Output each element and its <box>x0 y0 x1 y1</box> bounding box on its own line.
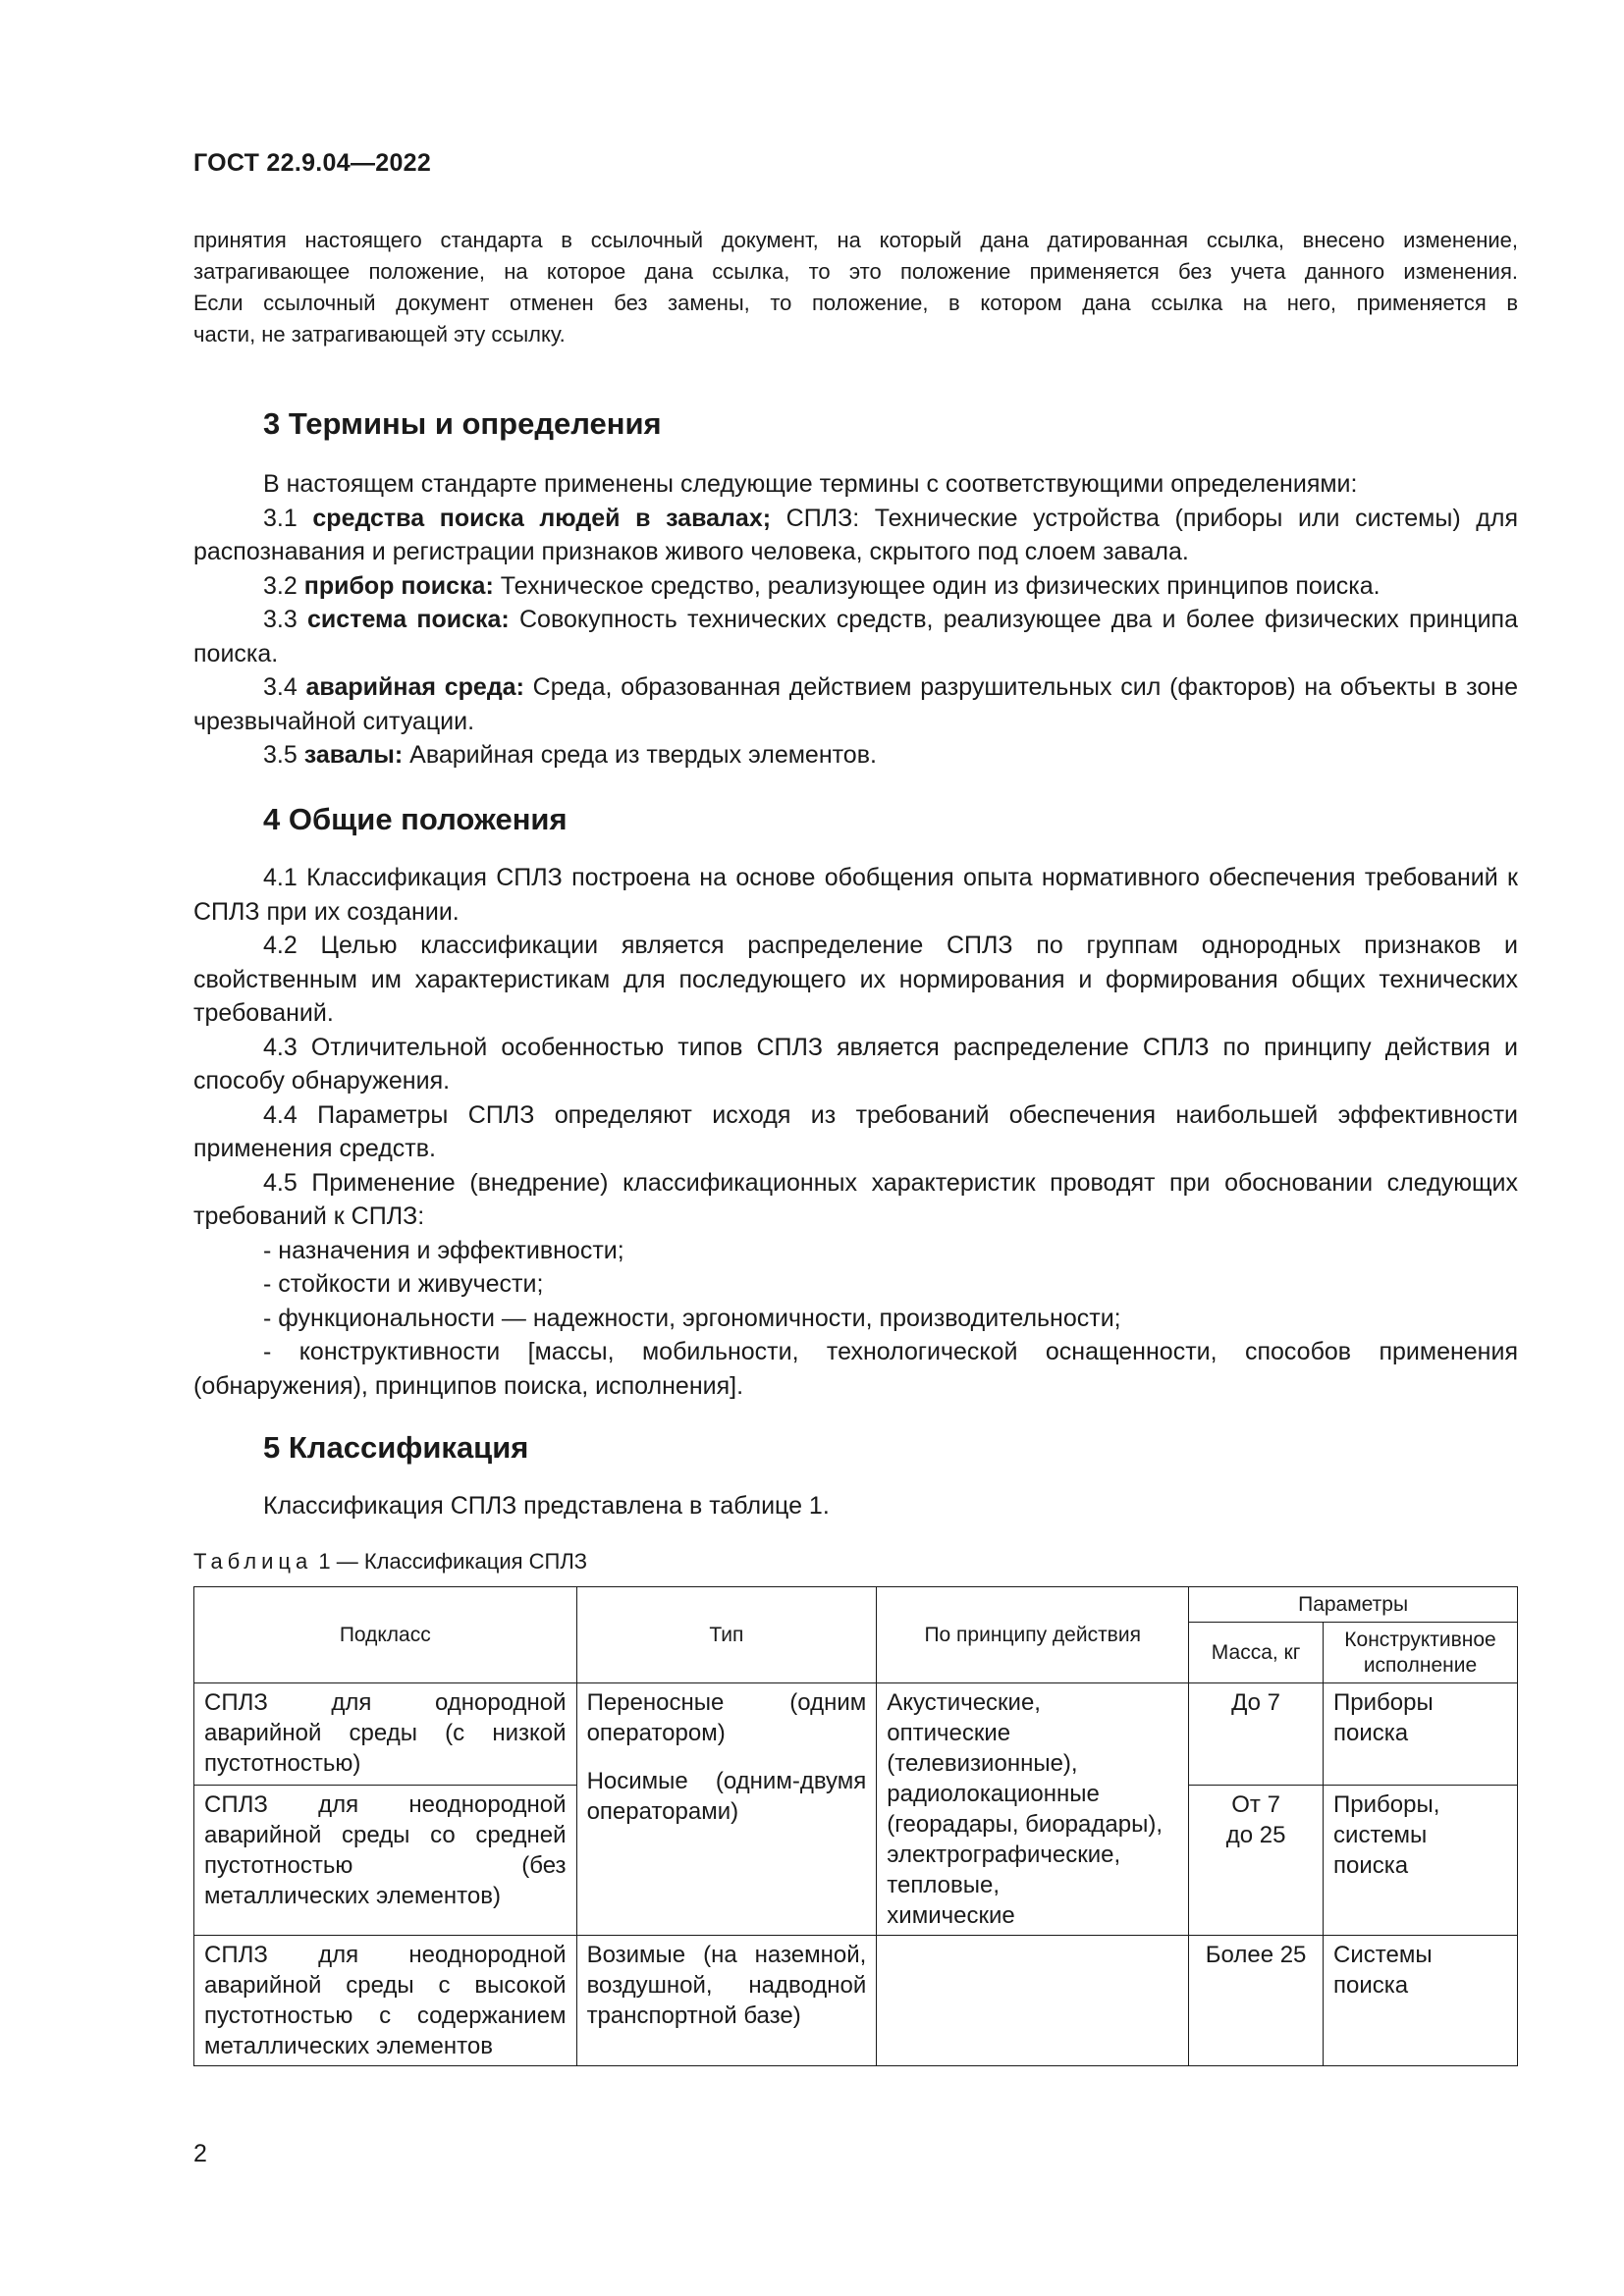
clause-4-2: 4.2 Целью классификации является распределение СПЛЗ по группам однородных признаков и свойственным им характеристикам для последующего их нормирования и формирования общих технических требований. <box>193 932 1518 1027</box>
term-name: прибор поиска: <box>303 571 494 600</box>
section-3-title: 3 Термины и определения <box>263 406 662 441</box>
principle-line: Акустические, <box>887 1689 1041 1716</box>
principle-line: химические <box>887 1902 1015 1929</box>
type-wearable: Носимые (одним-двумя операторами) <box>586 1768 867 1825</box>
type-gap <box>587 1748 867 1766</box>
section-4-body <box>193 861 1518 1403</box>
header-subclass: Подкласс <box>194 1587 577 1683</box>
table-caption-word: Таблица <box>193 1549 313 1574</box>
section-4-title: 4 Общие положения <box>263 802 568 836</box>
clause-4-5: 4.5 Применение (внедрение) классификационных характеристик проводят при обосновании следующих требований к СПЛЗ: <box>193 1168 1518 1230</box>
intro-line: затрагивающее положение, на которое дана ссылка, то это положение применяется без учета данного изменения. <box>193 259 1518 284</box>
term-name: аварийная среда: <box>305 673 524 701</box>
section-3-lead: В настоящем стандарте применены следующие термины с соответствующими определениями: <box>263 470 1358 498</box>
table-caption-title: 1 — Классификация СПЛЗ <box>312 1549 588 1574</box>
section-5-lead: Классификация СПЛЗ представлена в таблице 1. <box>263 1492 830 1520</box>
section-5-title: 5 Классификация <box>263 1430 529 1465</box>
list-item: - стойкости и живучести; <box>263 1270 544 1298</box>
header-design: Конструктивное исполнение <box>1324 1623 1518 1683</box>
table-row <box>194 1683 1518 1786</box>
cell-type-merged <box>576 1683 877 1936</box>
header-principle: По принципу действия <box>877 1587 1189 1683</box>
term-3-5: 3.5 завалы: Аварийная среда из твердых элементов. <box>263 741 877 769</box>
section-5-body <box>193 1489 1518 1523</box>
clause-4-1: 4.1 Классификация СПЛЗ построена на основе обобщения опыта нормативного обеспечения требований к СПЛЗ при их создании. <box>193 864 1518 926</box>
term-name: завалы: <box>303 741 404 769</box>
cell-type: Возимые (на наземной, воздушной, надводной транспортной базе) <box>576 1936 877 2066</box>
clause-4-4: 4.4 Параметры СПЛЗ определяют исходя из требований обеспечения наибольшей эффективности применения средств. <box>193 1100 1518 1162</box>
mass-line: до 25 <box>1225 1822 1286 1849</box>
cell-subclass: СПЛЗ для неоднородной аварийной среды со средней пустотностью (без металлических элементов) <box>194 1786 577 1936</box>
cell-design: Приборы, системы поиска <box>1324 1786 1518 1936</box>
term-3-3: 3.3 система поиска: Совокупность технических средств, реализующее два и более физических принципа поиска. <box>193 606 1518 667</box>
cell-design: Системы поиска <box>1324 1936 1518 2066</box>
term-name: средства поиска людей в завалах; <box>312 504 772 532</box>
header-type: Тип <box>576 1587 877 1683</box>
list-item: - функциональности — надежности, эргономичности, производительности; <box>263 1304 1121 1332</box>
cell-subclass: СПЛЗ для однородной аварийной среды (с низкой пустотностью) <box>194 1683 577 1786</box>
classification-table <box>193 1586 1518 2066</box>
cell-subclass: СПЛЗ для неоднородной аварийной среды с высокой пустотностью с содержанием металлических элементов <box>194 1936 577 2066</box>
intro-line: принятия настоящего стандарта в ссылочный документ, на который дана датированная ссылка, внесено изменение, <box>193 228 1518 252</box>
mass-line: От 7 <box>1231 1791 1280 1819</box>
header-params: Параметры <box>1189 1587 1518 1623</box>
table-row <box>194 1936 1518 2066</box>
list-item: - назначения и эффективности; <box>263 1236 624 1264</box>
principle-line: тепловые, <box>887 1872 1000 1898</box>
principle-line: оптические (телевизионные), <box>887 1720 1078 1777</box>
cell-principle <box>877 1936 1189 2066</box>
cell-principle-merged <box>877 1683 1189 1936</box>
cell-mass: Более 25 <box>1189 1936 1324 2066</box>
intro-paragraph <box>193 225 1518 350</box>
term-3-4: 3.4 аварийная среда: Среда, образованная действием разрушительных сил (факторов) на объекты в зоне чрезвычайной ситуации. <box>193 673 1518 735</box>
principle-line: радиолокационные (георадары, биорадары), <box>887 1781 1163 1838</box>
intro-line: части, не затрагивающей эту ссылку. <box>193 322 566 347</box>
term-3-2: 3.2 прибор поиска: Техническое средство, реализующее один из физических принципов поиска. <box>263 571 1380 600</box>
table-caption <box>193 1549 587 1575</box>
type-portable: Переносные (одним оператором) <box>586 1689 867 1746</box>
cell-mass: До 7 <box>1189 1683 1324 1786</box>
cell-mass <box>1189 1786 1324 1936</box>
term-name: система поиска: <box>307 606 510 633</box>
document-code-header: ГОСТ 22.9.04—2022 <box>193 149 432 177</box>
term-definition: Среда, образованная действием разрушительных сил (факторов) на объекты в зоне чрезвычайной ситуации. <box>193 673 1518 735</box>
header-mass: Масса, кг <box>1189 1623 1324 1683</box>
section-3-body <box>193 467 1518 773</box>
intro-line: Если ссылочный документ отменен без замены, то положение, в котором дана ссылка на него, применяется в <box>193 291 1518 315</box>
term-definition: Аварийная среда из твердых элементов. <box>403 741 877 769</box>
principle-line: электрографические, <box>887 1842 1121 1868</box>
term-definition: Совокупность технических средств, реализующее два и более физических принципа поиска. <box>193 606 1518 667</box>
term-3-1: 3.1 средства поиска людей в завалах; СПЛЗ: Технические устройства (приборы или системы) для распознавания и регистрации признаков живого человека, скрытого под слоем завала. <box>193 504 1518 565</box>
page-number: 2 <box>193 2140 207 2167</box>
cell-design: Приборы поиска <box>1324 1683 1518 1786</box>
clause-4-3: 4.3 Отличительной особенностью типов СПЛЗ является распределение СПЛЗ по принципу действия и способу обнаружения. <box>193 1033 1518 1095</box>
term-definition: СПЛЗ: Технические устройства (приборы или системы) для распознавания и регистрации признаков живого человека, скрытого под слоем завала. <box>193 504 1518 565</box>
term-definition: Техническое средство, реализующее один из физических принципов поиска. <box>493 571 1380 600</box>
list-item: - конструктивности [массы, мобильности, технологической оснащенности, способов применения (обнаружения), принципов поиска, исполнения]. <box>193 1338 1518 1400</box>
